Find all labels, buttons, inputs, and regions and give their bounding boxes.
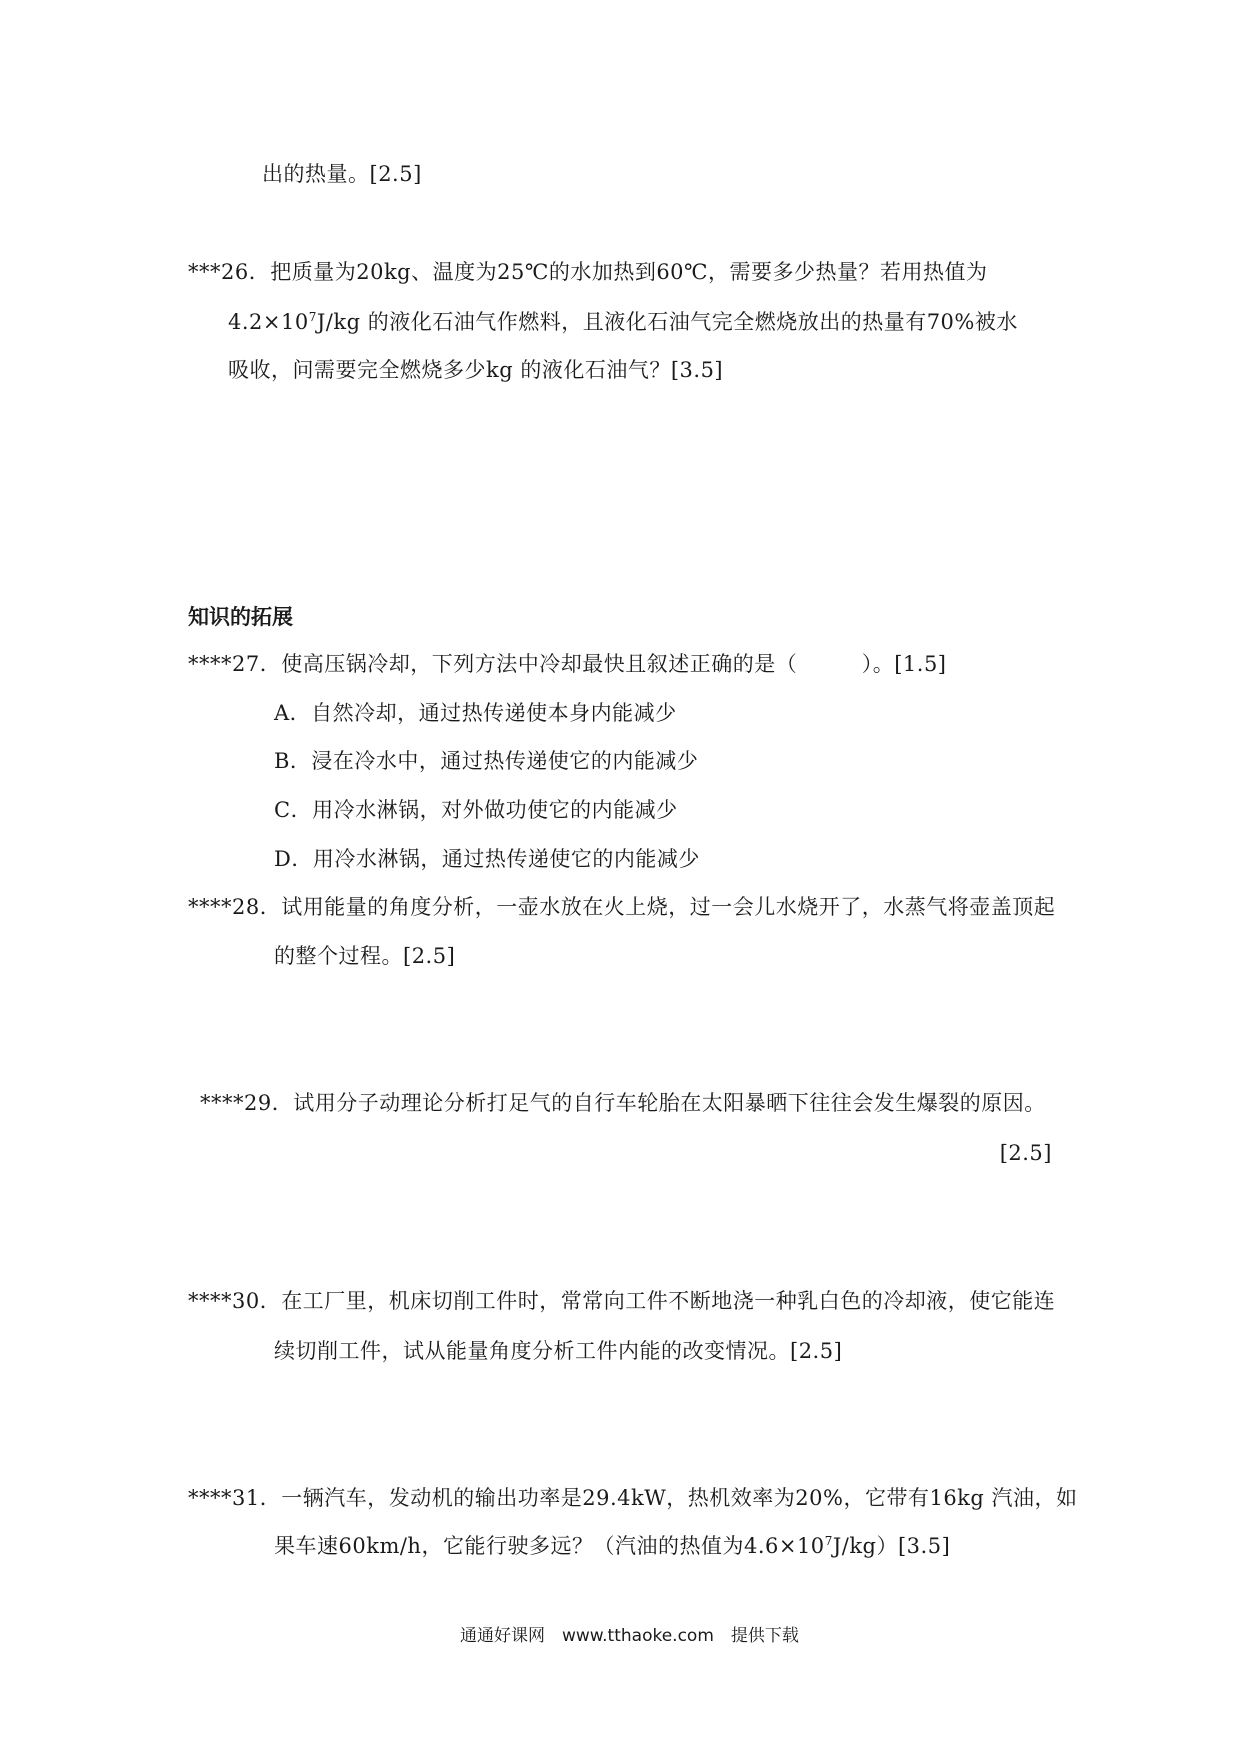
q26-value-pre: 4.2×10 <box>228 310 309 334</box>
q26-line-1: ***26．把质量为20kg、温度为25℃的水加热到60℃，需要多少热量？若用热值为 <box>188 260 988 284</box>
q26-line-3: 吸收，问需要完全燃烧多少kg 的液化石油气？[3.5] <box>228 358 724 382</box>
q26-value-post: J/kg 的液化石油气作燃料，且液化石油气完全燃烧放出的热量有70%被水 <box>316 310 1018 334</box>
q28-line-2: 的整个过程。[2.5] <box>274 944 456 968</box>
q27-option-d: D．用冷水淋锅，通过热传递使它的内能减少 <box>274 847 700 871</box>
q31-line-1: ****31．一辆汽车，发动机的输出功率是29.4kW，热机效率为20%，它带有16kg 汽油，如 <box>188 1486 1078 1510</box>
q27-stem: ****27．使高压锅冷却，下列方法中冷却最快且叙述正确的是（ ）。[1.5] <box>188 652 947 676</box>
q31-text-pre: 果车速60km/h，它能行驶多远？（汽油的热值为4.6×10 <box>274 1534 825 1558</box>
q31-exponent: 7 <box>824 1534 833 1548</box>
q30-line-2: 续切削工件，试从能量角度分析工件内能的改变情况。[2.5] <box>274 1339 843 1363</box>
q29-score: [2.5] <box>999 1141 1052 1165</box>
q31-text-post: J/kg）[3.5] <box>832 1534 951 1558</box>
q27-option-c: C．用冷水淋锅，对外做功使它的内能减少 <box>274 798 678 822</box>
q29-line-1: ****29．试用分子动理论分析打足气的自行车轮胎在太阳暴晒下往往会发生爆裂的原因。 <box>200 1091 1046 1115</box>
q30-line-1: ****30．在工厂里，机床切削工件时，常常向工件不断地浇一种乳白色的冷却液，使它能连 <box>188 1289 1056 1313</box>
q25-continuation: 出的热量。[2.5] <box>262 162 422 186</box>
q27-option-b: B．浸在冷水中，通过热传递使它的内能减少 <box>274 749 699 773</box>
q26-line-2 <box>228 308 1018 336</box>
section-heading: 知识的拓展 <box>188 605 293 629</box>
page-footer: 通通好课网 www.tthaoke.com 提供下载 <box>460 1626 799 1646</box>
q31-line-2 <box>274 1532 950 1560</box>
q27-option-a: A．自然冷却，通过热传递使本身内能减少 <box>274 701 677 725</box>
q26-exponent: 7 <box>308 310 317 324</box>
q28-line-1: ****28．试用能量的角度分析，一壶水放在火上烧，过一会儿水烧开了，水蒸气将壶盖顶起 <box>188 895 1056 919</box>
